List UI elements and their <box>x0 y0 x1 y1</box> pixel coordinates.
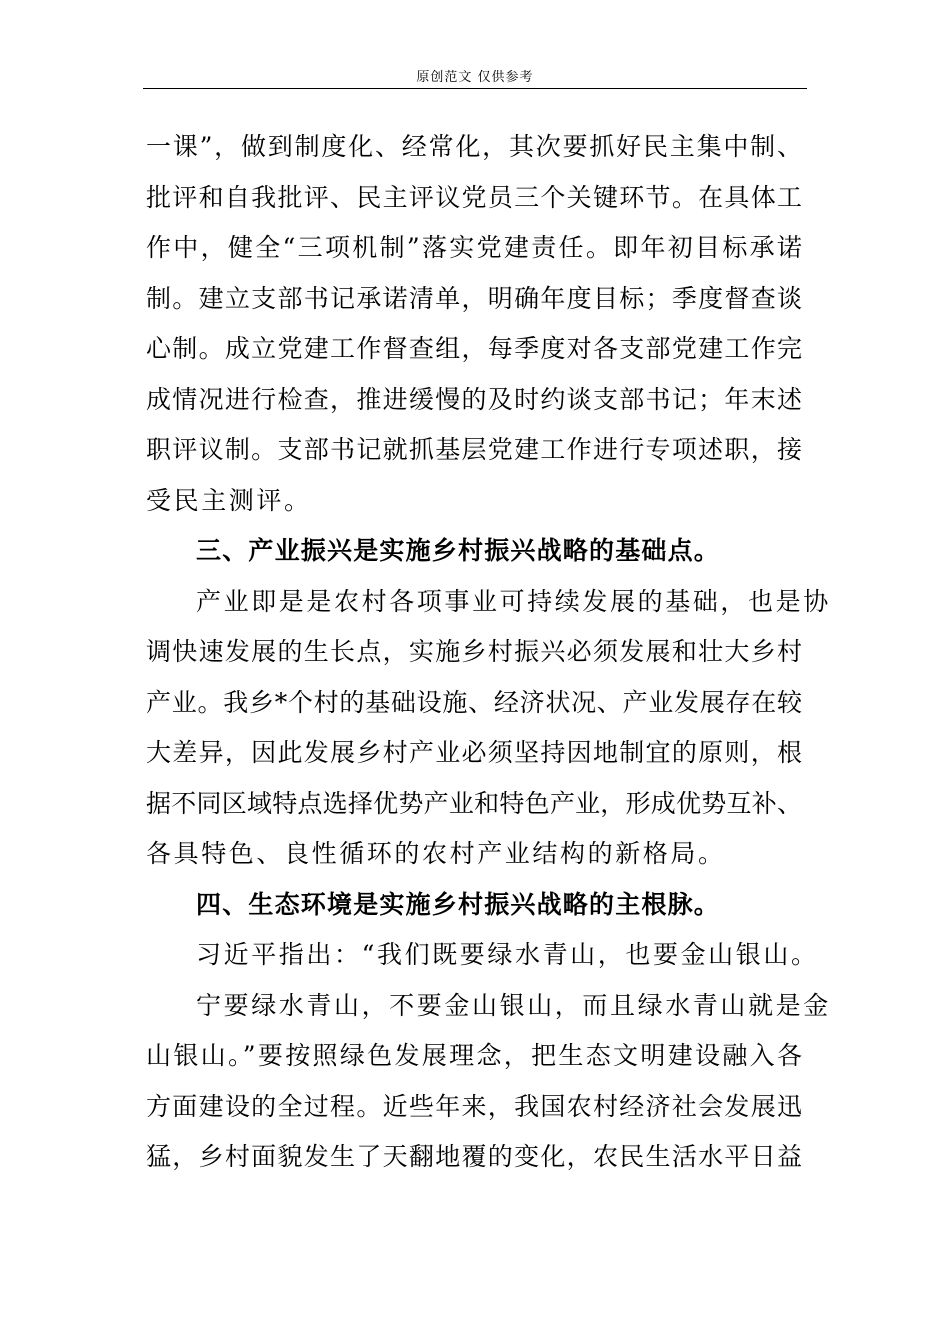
body-line: 宁要绿水青山，不要金山银山，而且绿水青山就是金 <box>196 990 831 1020</box>
body-line: 职评议制。支部书记就抓基层党建工作进行专项述职，接 <box>146 435 802 464</box>
section-heading: 三、产业振兴是实施乡村振兴战略的基础点。 <box>196 536 721 565</box>
body-line: 山银山。”要按照绿色发展理念，把生态文明建设融入各 <box>146 1041 802 1070</box>
body-line: 批评和自我批评、民主评议党员三个关键环节。在具体工 <box>146 182 802 212</box>
body-line: 猛，乡村面貌发生了天翻地覆的变化，农民生活水平日益 <box>146 1142 802 1171</box>
body-line: 产业即是是农村各项事业可持续发展的基础，也是协 <box>196 586 831 616</box>
body-line: 制。建立支部书记承诺清单，明确年度目标；季度督查谈 <box>146 283 802 313</box>
body-line: 产业。我乡*个村的基础设施、经济状况、产业发展存在较 <box>146 687 802 717</box>
body-line: 各具特色、良性循环的农村产业结构的新格局。 <box>146 839 726 868</box>
body-line: 方面建设的全过程。近些年来，我国农村经济社会发展迅 <box>146 1091 802 1121</box>
body-line: 受民主测评。 <box>146 485 312 515</box>
body-line: 一课”，做到制度化、经常化，其次要抓好民主集中制、 <box>146 132 802 161</box>
body-line: 心制。成立党建工作督查组，每季度对各支部党建工作完 <box>146 334 802 363</box>
page-header <box>143 60 807 89</box>
body-line: 习近平指出：“我们既要绿水青山，也要金山银山。 <box>196 940 819 969</box>
body-line: 作中，健全“三项机制”落实党建责任。即年初目标承诺 <box>146 233 802 262</box>
document-body <box>146 128 831 1189</box>
body-line: 调快速发展的生长点，实施乡村振兴必须发展和壮大乡村 <box>146 637 802 666</box>
header-text: 原创范文 仅供参考 <box>416 70 534 85</box>
body-line: 据不同区域特点选择优势产业和特色产业，形成优势互补、 <box>146 788 802 818</box>
body-line: 成情况进行检查，推进缓慢的及时约谈支部书记；年末述 <box>146 384 802 414</box>
section-heading: 四、生态环境是实施乡村振兴战略的主根脉。 <box>196 889 721 919</box>
body-line: 大差异，因此发展乡村产业必须坚持因地制宜的原则，根 <box>146 738 802 767</box>
